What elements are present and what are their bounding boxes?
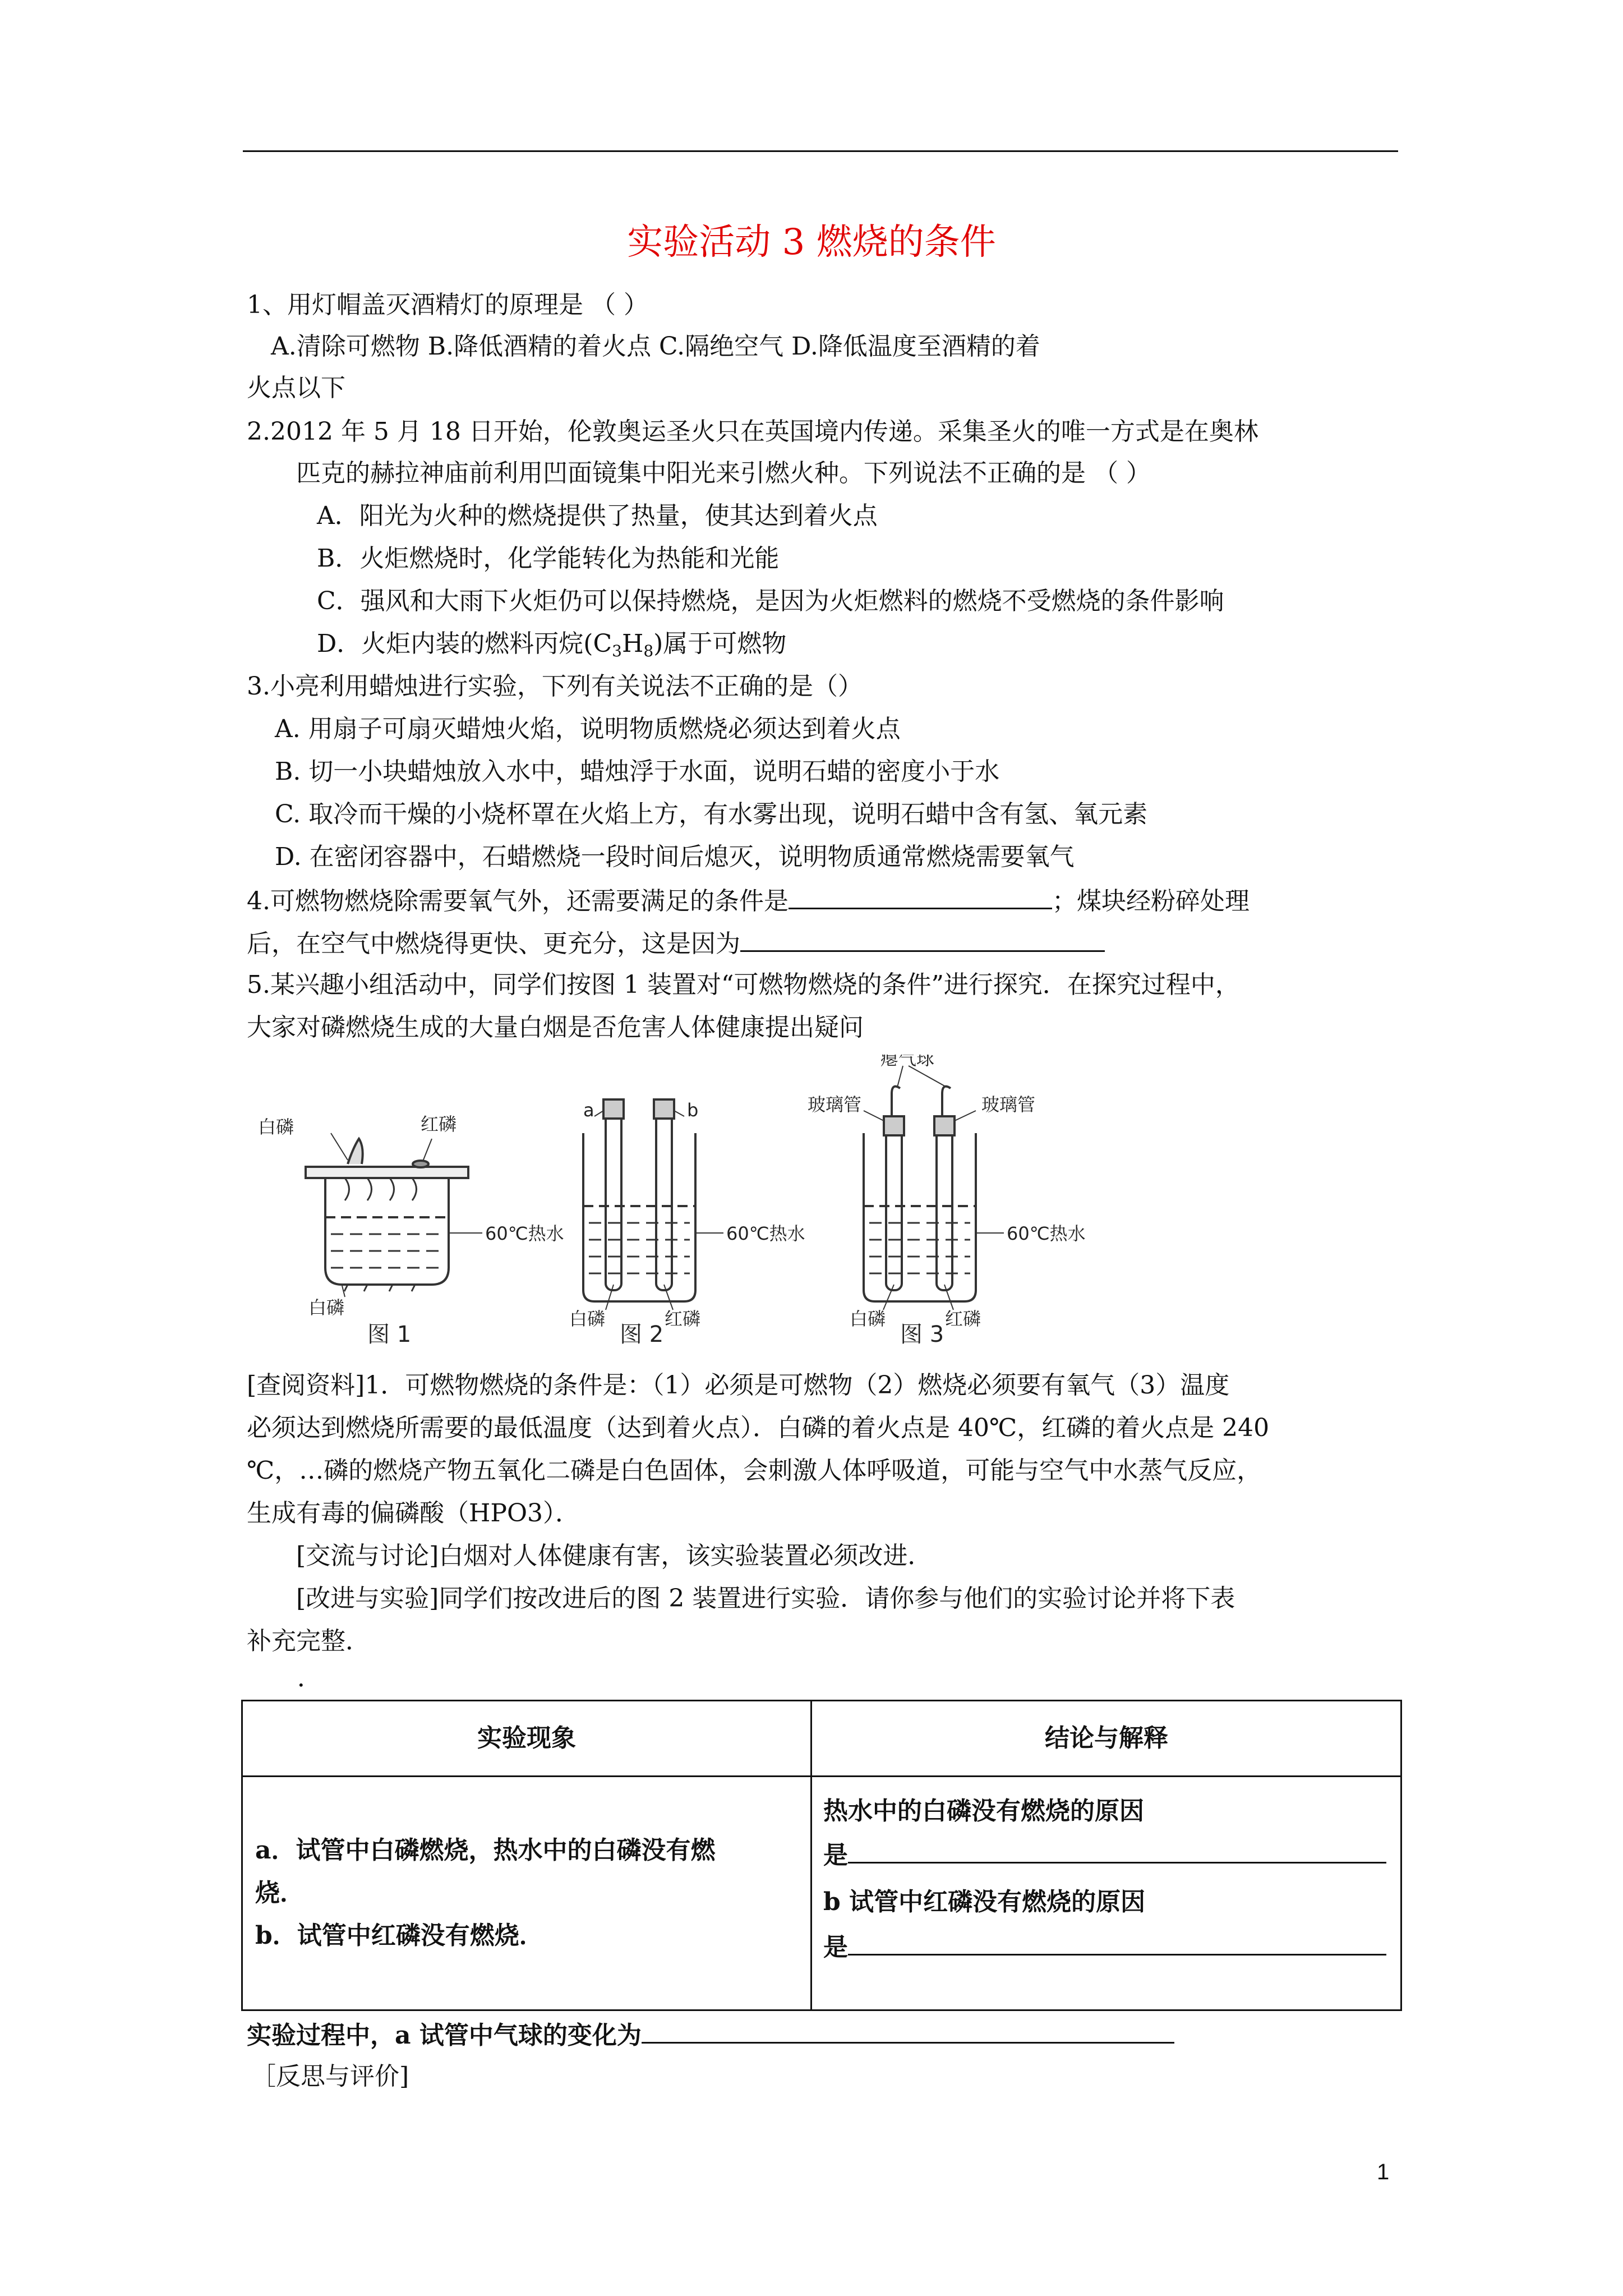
ref-line-1: [查阅资料]1．可燃物燃烧的条件是：（1）必须是可燃物（2）燃烧必须要有氧气（3）温度 [247,1371,1230,1400]
q4-line2: 后，在空气中燃烧得更快、更充分，这是因为 [247,928,1105,959]
q3-option-d: D. 在密闭容器中，石蜡燃烧一段时间后熄灭，说明物质通常燃烧需要氧气 [275,843,1075,871]
ref-line-3: ℃，…磷的燃烧产物五氧化二磷是白色固体，会刺激人体呼吸道，可能与空气中水蒸气反应， [247,1456,1262,1485]
q3-option-c: C. 取冷而干燥的小烧杯罩在火焰上方，有水雾出现，说明石蜡中含有氢、氧元素 [275,800,1148,829]
table-left-line-3: b．试管中红磷没有燃烧． [255,1921,544,1950]
table-divider [243,1775,1400,1777]
experiment-table [241,1700,1402,2011]
ref-dot: ． [297,1664,322,1692]
ref-line-5: [交流与讨论]白烟对人体健康有害，该实验装置必须改进． [296,1542,933,1570]
answer-blank[interactable] [789,885,1052,909]
table-header-right: 结论与解释 [1045,1724,1168,1752]
fig3-water-label: 60℃热水 [1007,1223,1086,1244]
fig3-tube-right-label: 玻璃管 [981,1094,1036,1115]
fig3-white-p-label: 白磷 [850,1308,886,1329]
reflection-heading: ［反思与评价] [251,2062,409,2091]
q3-option-a: A. 用扇子可扇灭蜡烛火焰，说明物质燃烧必须达到着火点 [275,715,901,743]
q4-line1: 4.可燃物燃烧除需要氧气外，还需要满足的条件是 ；煤块经粉碎处理 [247,885,1249,916]
table-right-line-1: 热水中的白磷没有燃烧的原因 [823,1797,1144,1825]
figure-2-apparatus [583,1099,723,1310]
fig3-caption: 图 3 [900,1322,944,1347]
fig3-balloon-label: 瘪气球 [880,1055,935,1069]
fig2-water-label: 60℃热水 [726,1223,805,1244]
table-header-left: 实验现象 [477,1724,576,1752]
ref-line-7: 补充完整． [247,1627,370,1655]
fig2-b-label: b [687,1099,699,1121]
q5-line1: 5.某兴趣小组活动中，同学们按图 1 装置对“可燃物燃烧的条件”进行探究．在探究过程中， [247,970,1240,999]
table-left-line-1: a．试管中白磷燃烧，热水中的白磷没有燃 [255,1836,716,1865]
fig2-a-label: a [583,1099,594,1121]
q3-stem: 3.小亮利用蜡烛进行实验，下列有关说法不正确的是（） [247,672,863,701]
fig1-red-p-label: 红磷 [421,1114,457,1135]
ref-line-6: [改进与实验]同学们按改进后的图 2 装置进行实验．请你参与他们的实验讨论并将下表 [296,1584,1235,1613]
answer-blank[interactable] [642,2019,1174,2044]
q2-stem-cont: 匹克的赫拉神庙前利用凹面镜集中阳光来引燃火种。下列说法不正确的是 （ ） [296,459,1151,487]
q2-stem: 2.2012 年 5 月 18 日开始，伦敦奥运圣火只在英国境内传递。采集圣火的唯一方式是在奥林 [247,417,1258,446]
fig2-red-p-label: 红磷 [665,1308,701,1329]
figure-1-apparatus [306,1133,482,1297]
table-right-line-2: 是 [823,1839,1386,1870]
fig3-red-p-label: 红磷 [945,1308,981,1329]
fig1-white-p-label: 白磷 [258,1116,294,1138]
balloon-question: 实验过程中，a 试管中气球的变化为 [247,2019,1174,2050]
page-number: 1 [1377,2160,1390,2184]
q1-stem: 1、用灯帽盖灭酒精灯的原理是 （ ） [247,291,648,319]
table-right-line-4: 是 [823,1931,1386,1962]
answer-blank[interactable] [848,1931,1386,1955]
header-rule [243,150,1398,152]
q1-options: A.清除可燃物 B.降低酒精的着火点 C.隔绝空气 D.降低温度至酒精的着 [271,332,1040,361]
q2-option-d: D．火炬内装的燃料丙烷$(C_3H_8)$属于可燃物 [317,629,787,660]
fig2-white-p-label: 白磷 [569,1308,606,1329]
ref-line-4: 生成有毒的偏磷酸（HPO3）． [247,1499,580,1527]
q5-line2: 大家对磷燃烧生成的大量白烟是否危害人体健康提出疑问 [247,1013,864,1042]
fig1-bottom-label: 白磷 [308,1297,345,1318]
ref-line-2: 必须达到燃烧所需要的最低温度（达到着火点）．白磷的着火点是 40℃，红磷的着火点是 240 [247,1414,1270,1442]
fig1-caption: 图 1 [367,1322,412,1347]
q1-options-cont: 火点以下 [247,374,345,402]
table-left-line-2: 烧． [255,1879,305,1907]
q3-option-b: B. 切一小块蜡烛放入水中，蜡烛浮于水面，说明石蜡的密度小于水 [275,757,1000,786]
q2-option-b: B．火炬燃烧时，化学能转化为热能和光能 [317,544,780,573]
answer-blank[interactable] [848,1839,1386,1864]
apparatus-figures [247,1055,1155,1352]
table-right-line-3: b 试管中红磷没有燃烧的原因 [823,1888,1146,1916]
answer-blank[interactable] [740,928,1105,952]
q2-option-a: A．阳光为火种的燃烧提供了热量，使其达到着火点 [317,501,878,530]
page-title: 实验活动 3 燃烧的条件 [627,222,996,263]
q2-option-c: C．强风和大雨下火炬仍可以保持燃烧，是因为火炬燃料的燃烧不受燃烧的条件影响 [317,587,1224,615]
apparatus-diagram [247,1055,1155,1352]
fig1-water-label: 60℃热水 [485,1223,564,1244]
fig3-tube-left-label: 玻璃管 [808,1094,862,1115]
fig2-caption: 图 2 [620,1322,664,1347]
